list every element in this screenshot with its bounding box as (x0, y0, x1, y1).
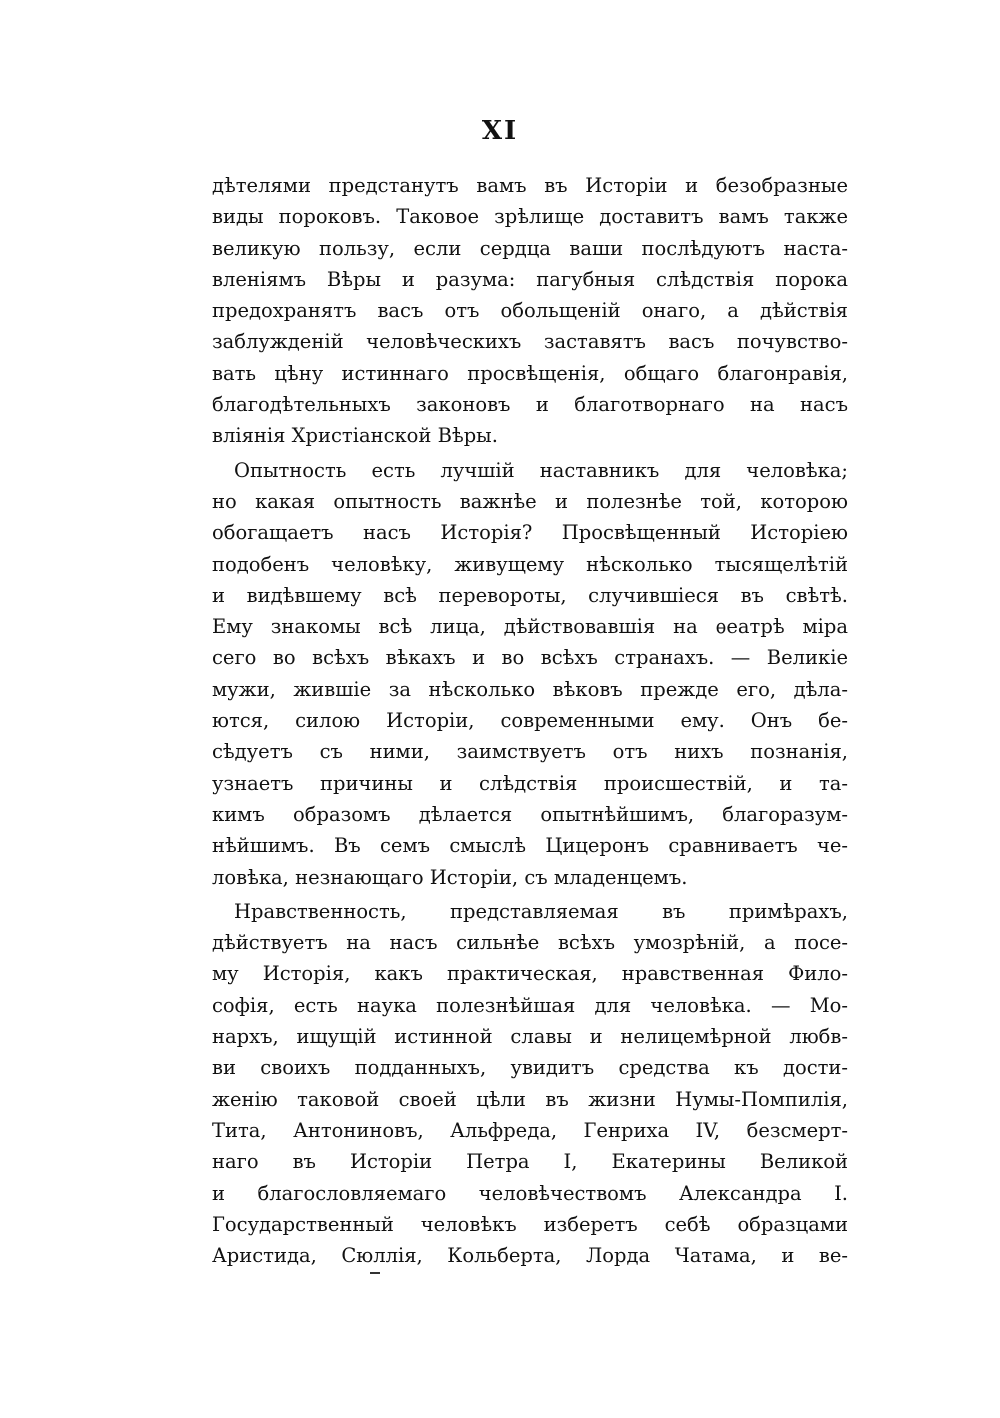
text-line: сего во всѣхъ вѣкахъ и во всѣхъ странахъ. — Великіе (212, 646, 848, 670)
text-line: наго въ Исторіи Петра I, Екатерины Великой (212, 1150, 848, 1174)
paragraph-3 (212, 896, 848, 1272)
text-line: мужи, жившіе за нѣсколько вѣковъ прежде его, дѣла- (212, 677, 848, 701)
body-text (212, 170, 848, 1274)
text-line: узнаетъ причины и слѣдствія происшествій, и та- (212, 771, 848, 795)
text-line: Ему знакомы всѣ лица, дѣйствовавшія на ѳеатрѣ міра (212, 615, 848, 639)
text-line: женію таковой своей цѣли въ жизни Нумы-Помпилія, (212, 1087, 848, 1111)
text-line: кимъ образомъ дѣлается опытнѣйшимъ, благоразум- (212, 802, 848, 826)
text-line: вать цѣну истиннаго просвѣщенія, общаго благонравія, (212, 361, 848, 385)
text-line: обогащаетъ насъ Исторія? Просвѣщенный Исторіею (212, 521, 848, 545)
text-line: му Исторія, какъ практическая, нравственная Фило- (212, 962, 848, 986)
text-line: благодѣтельныхъ законовъ и благотворнаго на насъ (212, 393, 848, 417)
text-line: подобенъ человѣку, живущему нѣсколько тысящелѣтій (212, 552, 848, 576)
text-line: предохранятъ васъ отъ обольщеній онаго, а дѣйствія (212, 299, 848, 323)
page-number: XI (481, 116, 519, 146)
text-line: Тита, Антониновъ, Альфреда, Генриха IV, безсмерт- (212, 1118, 848, 1142)
text-line: нѣйшимъ. Въ семъ смыслѣ Цицеронъ сравниваетъ че- (212, 834, 848, 858)
text-line: ви своихъ подданныхъ, увидитъ средства къ дости- (212, 1056, 848, 1080)
text-line: дѣтелями предстанутъ вамъ въ Исторіи и безобразные (212, 174, 848, 197)
paragraph-1 (212, 170, 848, 452)
text-line: ются, силою Исторіи, современными ему. Онъ бе- (212, 709, 848, 733)
text-line: вліянія Христіанской Вѣры. (212, 424, 498, 448)
text-line: но какая опытность важнѣе и полезнѣе той, которою (212, 489, 848, 513)
text-line: Государственный человѣкъ изберетъ себѣ образцами (212, 1212, 848, 1236)
text-line: заблужденій человѣческихъ заставятъ васъ почувство- (212, 330, 848, 354)
text-line: дѣйствуетъ на насъ сильнѣе всѣхъ умозрѣній, а посе- (212, 931, 848, 955)
text-line: и благословляемаго человѣчествомъ Александра I. (212, 1181, 848, 1205)
text-line: и видѣвшему всѣ перевороты, случившіеся въ свѣтѣ. (212, 583, 848, 607)
text-line: вленіямъ Вѣры и разума: пагубныя слѣдствія порока (212, 267, 848, 291)
text-line: великую пользу, если сердца ваши послѣдуютъ наста- (212, 236, 848, 260)
text-line: софія, есть наука полезнѣйшая для человѣка. — Мо- (212, 993, 848, 1017)
text-line: Аристида, Сюллія, Кольберта, Лорда Чатама, и ве- (212, 1244, 848, 1268)
text-line: сѣдуетъ съ ними, заимствуетъ отъ нихъ познанія, (212, 740, 848, 764)
text-line: Опытность есть лучшій наставникъ для человѣка; (234, 458, 848, 482)
text-line: Нравственность, представляемая въ примѣрахъ, (234, 899, 848, 923)
text-line: ловѣка, незнающаго Исторіи, съ младенцемъ. (212, 865, 688, 889)
text-line: нархъ, ищущій истинной славы и нелицемѣрной любв- (212, 1025, 848, 1049)
footer-mark (370, 1272, 380, 1274)
text-line: виды пороковъ. Таковое зрѣлище доставитъ вамъ также (212, 205, 848, 229)
paragraph-2 (212, 455, 848, 893)
